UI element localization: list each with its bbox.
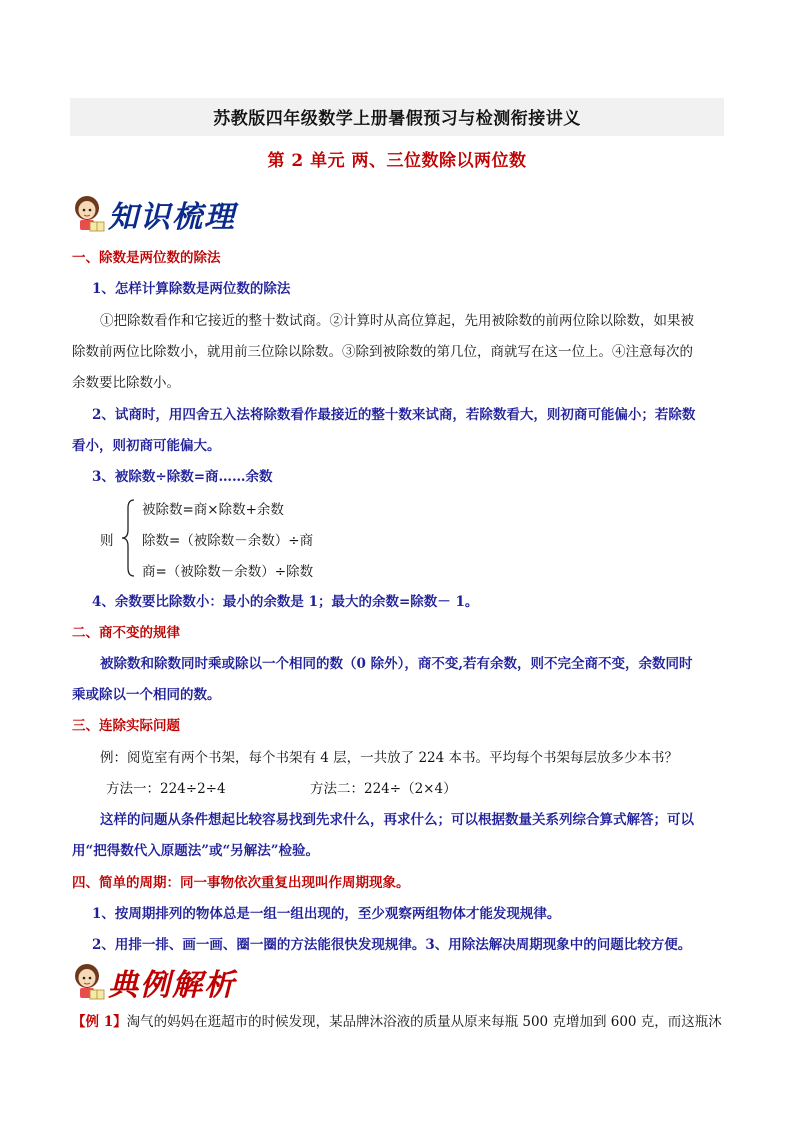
unit-subtitle: 第 2 单元 两、三位数除以两位数: [267, 151, 527, 171]
knowledge-banner: [72, 192, 272, 236]
section-4-title: [72, 873, 722, 893]
example-1-tag: 【例 1】: [72, 1014, 127, 1030]
examples-banner-title: 典例解析: [108, 968, 236, 1003]
s4-line2: 2、用排一排、画一画、圈一圈的方法能很快发现规律。3、用除法解决周期现象中的问题比较方便。: [92, 937, 692, 953]
s2-line1: 被除数和除数同时乘或除以一个相同的数（0 除外），商不变,若有余数，则不完全商不变，余数同时: [100, 656, 693, 672]
s1-point1-line1: ①把除数看作和它接近的整十数试商。②计算时从高位算起，先用被除数的前两位除以除数，如果被: [100, 313, 694, 329]
section-4-title-definition: 同一事物依次重复出现叫作周期现象。: [180, 875, 410, 891]
s1-point2-line2: 看小，则初商可能偏大。: [72, 438, 221, 454]
s1-point4: 4、余数要比除数小：最小的余数是 1；最大的余数=除数－ 1。: [92, 594, 479, 610]
brace-ze-label: 则: [100, 533, 114, 549]
knowledge-banner-title: 知识梳理: [108, 200, 236, 235]
formula-brace-block: [100, 496, 400, 580]
s3-method2: 方法二：224÷（2×4）: [310, 781, 457, 797]
s1-point1-line3: 余数要比除数小。: [72, 375, 180, 391]
curly-brace-icon: [118, 496, 138, 580]
example-1-text: 淘气的妈妈在逛超市的时候发现，某品牌沐浴液的质量从原来每瓶 500 克增加到 600 克，而这瓶沐: [126, 1014, 722, 1030]
s3-example: 例：阅览室有两个书架，每个书架有 4 层，一共放了 224 本书。平均每个书架每层放多少本书？: [100, 750, 679, 766]
section-3-title: 三、连除实际问题: [72, 718, 180, 734]
girl-avatar-icon: [72, 962, 106, 1002]
formula-dividend: 被除数=商×除数+余数: [142, 502, 284, 518]
s3-line1: 这样的问题从条件想起比较容易找到先求什么，再求什么；可以根据数量关系列综合算式解答；可以: [100, 812, 694, 828]
s2-line2: 乘或除以一个相同的数。: [72, 687, 221, 703]
girl-avatar-icon: [72, 194, 106, 234]
s4-line1: 1、按周期排列的物体总是一组一组出现的，至少观察两组物体才能发现规律。: [92, 906, 561, 922]
formula-quotient: 商=（被除数－余数）÷除数: [142, 564, 314, 580]
section-2-title: 二、商不变的规律: [72, 625, 180, 641]
example-1: [72, 1010, 722, 1030]
page-title: 苏教版四年级数学上册暑假预习与检测衔接讲义: [213, 109, 581, 129]
section-1-title: 一、除数是两位数的除法: [72, 250, 221, 266]
formula-divisor: 除数=（被除数－余数）÷商: [142, 533, 314, 549]
s1-point3-title: 3、被除数÷除数=商……余数: [92, 469, 273, 485]
s1-point1-line2: 除数前两位比除数小，就用前三位除以除数。③除到被除数的第几位，商就写在这一位上。④注意每次的: [72, 344, 693, 360]
s3-method1: 方法一：224÷2÷4: [106, 781, 226, 797]
s1-point1-title: 1、怎样计算除数是两位数的除法: [92, 281, 291, 297]
section-4-title-label: 四、简单的周期：: [72, 875, 180, 891]
examples-banner: [72, 960, 272, 1004]
s3-line2: 用“把得数代入原题法”或“另解法”检验。: [72, 843, 320, 859]
s1-point2-line1: 2、试商时，用四舍五入法将除数看作最接近的整十数来试商，若除数看大，则初商可能偏小；若除数: [92, 407, 696, 423]
